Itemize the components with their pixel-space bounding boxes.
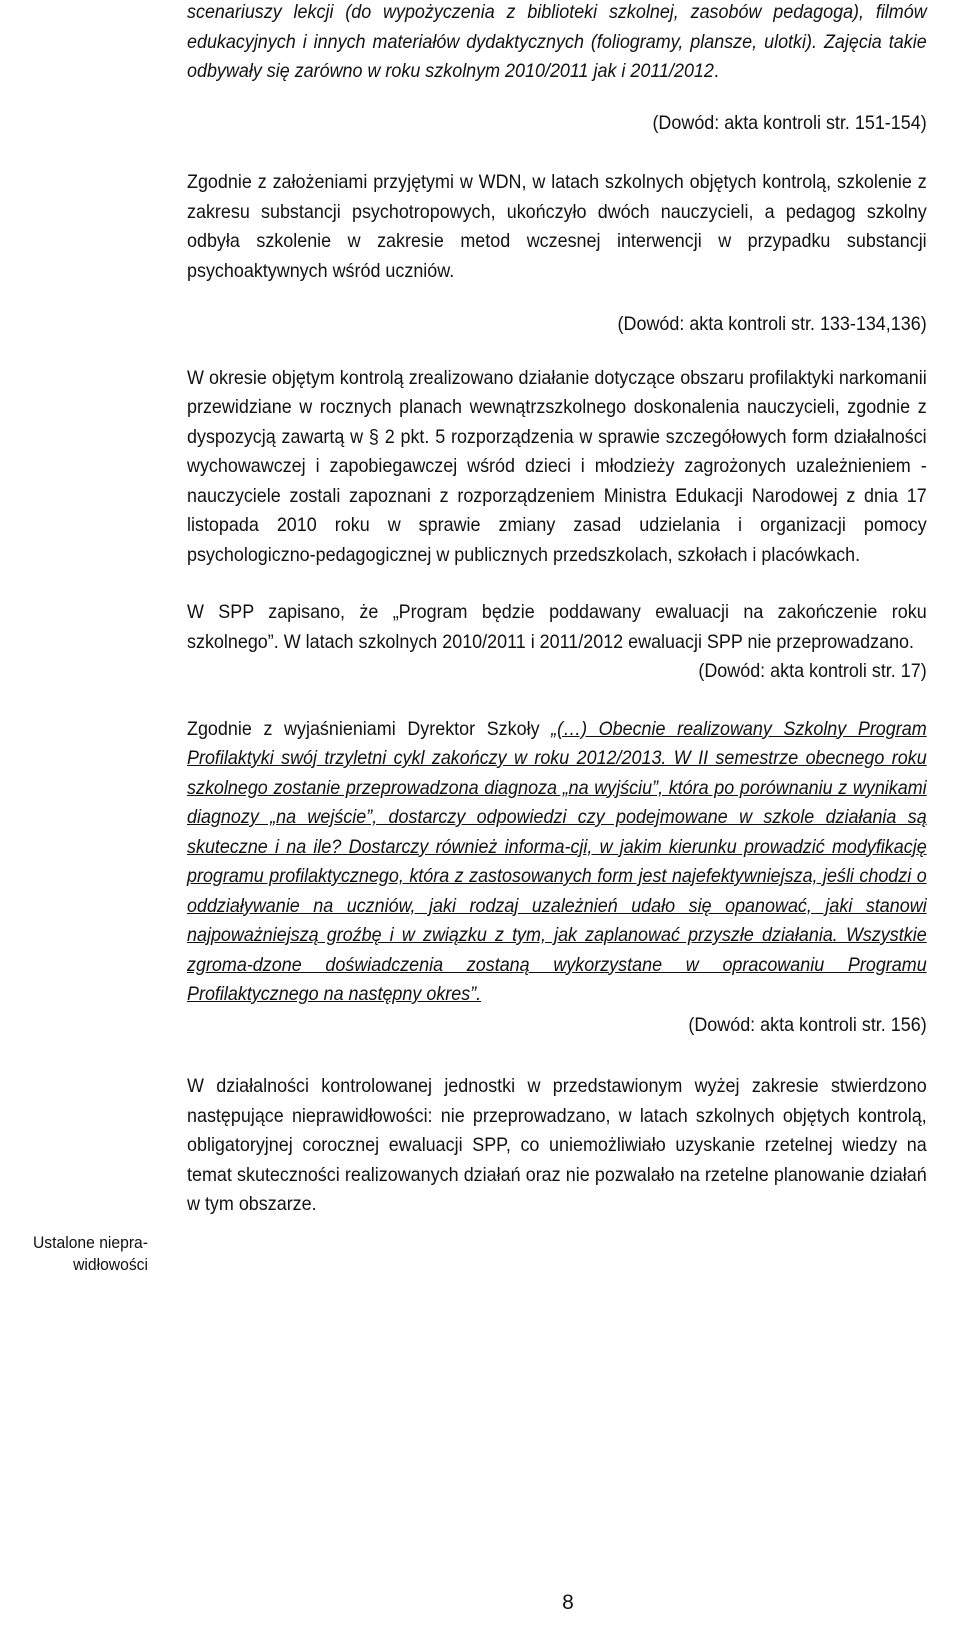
evidence-ref-1: (Dowód: akta kontroli str. 151-154) [652,111,927,134]
paragraph-spp: W SPP zapisano, że „Program będzie poddawany ewaluacji na zakończenie roku szkolnego”. W latach szkolnych 2010/2011 i 2011/2012 ewaluacji SPP nie przeprowadzano. [187,601,927,653]
evidence-ref-4: (Dowód: akta kontroli str. 156) [688,1013,927,1036]
paragraph-dyrektor [187,715,927,1010]
paragraph-wdn: Zgodnie z założeniami przyjętymi w WDN, w latach szkolnych objętych kontrolą, szkolenie z zakresu substancji psychotropowych, ukończyło dwóch nauczycieli, a pedagog szkolny odbyła szkolenie w zakresie metod wczesnej interwencji w przypadku substancji psychoaktywnych wśród uczniów. [187,171,927,282]
document-body [187,0,927,1220]
intro-tail: . [713,60,719,82]
evidence-ref-2: (Dowód: akta kontroli str. 133-134,136) [617,313,927,335]
intro-paragraph [187,0,927,87]
dyrektor-quote: „(…) Obecnie realizowany Szkolny Program Profilaktyki swój trzyletni cykl zakończy w roku 2012/2013. W II semestrze obecnego roku szkolnego zostanie przeprowadzona diagnoza „na wyjściu”, która po porównaniu z wynikami diagnozy „na wejście”, dostarczy odpowiedzi czy podejmowane w szkole działania są skuteczne i na ile? Dostarczy również informa-cji, w jakim kierunku prowadzić modyfikację programu profilaktycznego, która z zastosowanych form jest najefektywniejsza, jeśli chodzi o oddziaływanie na uczniów, jaki rodzaj uzależnień udało się opanować, jaki stanowi najpoważniejszą groźbę i w związku z tym, jak zaplanować przyszłe działania. Wszystkie zgroma-dzone doświadczenia zostaną wykorzystane w opracowaniu Programu Profilaktycznego na następny okres”. [187,717,927,1005]
margin-note [7,1232,148,1276]
paragraph-profilaktyka: W okresie objętym kontrolą zrealizowano działanie dotyczące obszaru profilaktyki narkomanii przewidziane w rocznych planach wewnątrzszkolnego doskonalenia nauczycieli, zgodnie z dyspozycją zawartą w § 2 pkt. 5 rozporządzenia w sprawie szczegółowych form działalności wychowawczej i zapobiegawczej wśród dzieci i młodzieży zagrożonych uzależnieniem - nauczyciele zostali zapoznani z rozporządzeniem Ministra Edukacji Narodowej z dnia 17 listopada 2010 roku w sprawie zmiany zasad udzielania i organizacji pomocy psychologiczno-pedagogicznej w publicznych przedszkolach, szkołach i placówkach. [187,366,927,566]
paragraph-nieprawidlowosci: W działalności kontrolowanej jednostki w przedstawionym wyżej zakresie stwierdzono następujące nieprawidłowości: nie przeprowadzano, w latach szkolnych objętych kontrolą, obligatoryjnej corocznej ewaluacji SPP, co uniemożliwiało uzyskanie rzetelnej wiedzy na temat skuteczności realizowanych działań oraz nie pozwalało na rzetelne planowanie działań w tym obszarze. [187,1075,927,1215]
margin-note-line-2: widłowości [73,1256,148,1274]
page-number: 8 [562,1591,574,1614]
margin-note-line-1: Ustalone niepra- [32,1234,148,1252]
intro-italic-text: scenariuszy lekcji (do wypożyczenia z biblioteki szkolnej, zasobów pedagoga), filmów edukacyjnych i innych materiałów dydaktycznych (foliogramy, plansze, ulotki). Zajęcia takie odbywały się zarówno w roku szkolnym 2010/2011 jak i 2011/2012 [187,1,927,82]
evidence-ref-3: (Dowód: akta kontroli str. 17) [698,660,927,682]
dyrektor-lead: Zgodnie z wyjaśnieniami Dyrektor Szkoły [187,717,552,740]
